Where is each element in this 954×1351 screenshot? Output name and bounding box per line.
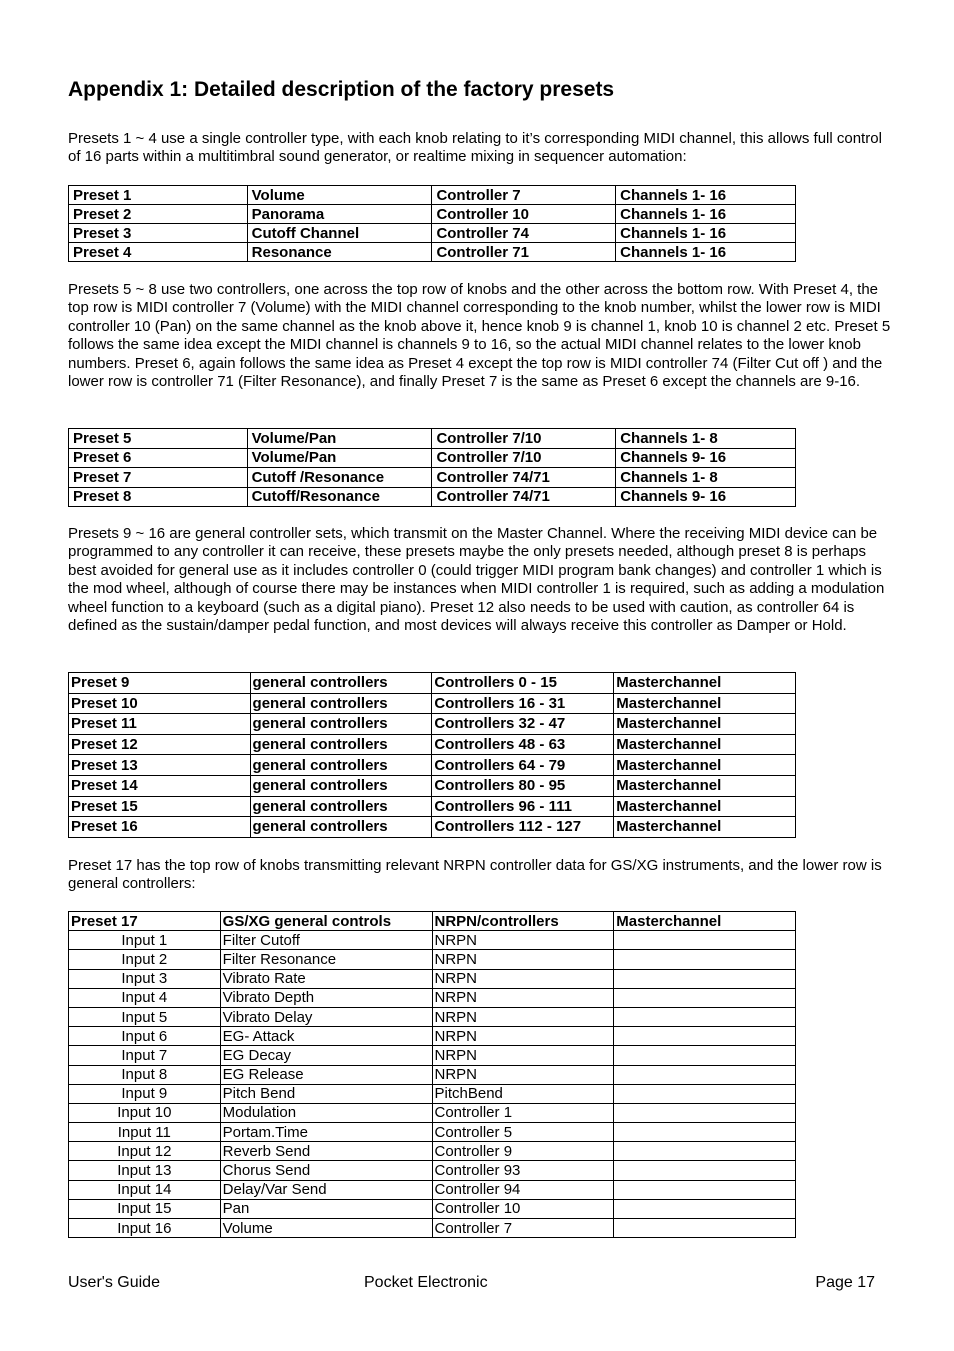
table-row: [69, 224, 796, 243]
table-row: [69, 969, 796, 988]
table-cell: Controller 71: [432, 243, 616, 262]
table-header-cell: Masterchannel: [614, 912, 796, 931]
table-cell: Preset 14: [69, 775, 251, 796]
table-row: [69, 1142, 796, 1161]
table-cell: Masterchannel: [614, 673, 796, 694]
preset-17-paragraph: Preset 17 has the top row of knobs transmitting relevant NRPN controller data for GS/XG instruments, and the lower row is general controllers:: [68, 857, 882, 893]
table-cell: Input 9: [69, 1084, 221, 1103]
table-cell: EG Release: [220, 1065, 432, 1084]
table-row: [69, 1065, 796, 1084]
table-cell: Preset 3: [69, 224, 248, 243]
table-cell: Controller 7/10: [432, 429, 616, 449]
table-row: [69, 1123, 796, 1142]
table-cell: Controllers 0 - 15: [432, 673, 614, 694]
table-row: [69, 1103, 796, 1122]
presets-1-4-table: [68, 185, 796, 262]
table-cell: Filter Resonance: [220, 950, 432, 969]
table-cell: Channels 1- 16: [616, 224, 796, 243]
table-row: [69, 1007, 796, 1026]
footer-right: Page 17: [815, 1274, 875, 1291]
table-row: [69, 817, 796, 838]
table-cell: general controllers: [250, 755, 432, 776]
table-cell: [614, 969, 796, 988]
table-cell: [614, 1046, 796, 1065]
table-cell: Preset 4: [69, 243, 248, 262]
table-cell: Input 15: [69, 1199, 221, 1218]
table-cell: [614, 1142, 796, 1161]
table-cell: Input 7: [69, 1046, 221, 1065]
table-row: [69, 796, 796, 817]
table-cell: NRPN: [432, 1065, 614, 1084]
table-cell: Filter Cutoff: [220, 931, 432, 950]
table-row: [69, 429, 796, 449]
table-cell: Controllers 32 - 47: [432, 714, 614, 735]
table-cell: Channels 1- 8: [616, 429, 796, 449]
table-cell: Portam.Time: [220, 1123, 432, 1142]
table-cell: Masterchannel: [614, 817, 796, 838]
table-cell: Vibrato Delay: [220, 1007, 432, 1026]
footer-left: User's Guide: [68, 1274, 160, 1291]
table-cell: [614, 1007, 796, 1026]
table-cell: general controllers: [250, 817, 432, 838]
table-cell: [614, 1161, 796, 1180]
table-cell: Input 8: [69, 1065, 221, 1084]
table-header-cell: NRPN/controllers: [432, 912, 614, 931]
table-cell: Vibrato Rate: [220, 969, 432, 988]
table-cell: Masterchannel: [614, 796, 796, 817]
table-row: [69, 1199, 796, 1218]
table-cell: Controller 5: [432, 1123, 614, 1142]
table-cell: Panorama: [247, 205, 432, 224]
table-cell: Chorus Send: [220, 1161, 432, 1180]
table-cell: NRPN: [432, 969, 614, 988]
table-cell: Input 11: [69, 1123, 221, 1142]
table-cell: Input 3: [69, 969, 221, 988]
table-row: [69, 775, 796, 796]
table-cell: Channels 1- 16: [616, 186, 796, 205]
table-cell: Channels 9- 16: [616, 487, 796, 507]
table-row: [69, 734, 796, 755]
table-cell: general controllers: [250, 796, 432, 817]
table-row: [69, 693, 796, 714]
table-cell: Preset 12: [69, 734, 251, 755]
table-row: [69, 1027, 796, 1046]
table-cell: Channels 9- 16: [616, 448, 796, 468]
table-cell: Volume/Pan: [247, 429, 432, 449]
table-row: [69, 186, 796, 205]
table-cell: Channels 1- 16: [616, 243, 796, 262]
table-cell: general controllers: [250, 714, 432, 735]
table-cell: Input 6: [69, 1027, 221, 1046]
table-row: [69, 1084, 796, 1103]
table-row: [69, 1046, 796, 1065]
table-cell: [614, 1123, 796, 1142]
table-cell: Preset 6: [69, 448, 248, 468]
table-cell: Input 16: [69, 1219, 221, 1238]
table-row: [69, 1219, 796, 1238]
table-cell: [614, 1027, 796, 1046]
table-cell: Controller 93: [432, 1161, 614, 1180]
table-cell: Preset 15: [69, 796, 251, 817]
table-cell: Masterchannel: [614, 693, 796, 714]
table-cell: Masterchannel: [614, 755, 796, 776]
table-cell: Cutoff/Resonance: [247, 487, 432, 507]
table-cell: Controller 74/71: [432, 487, 616, 507]
table-cell: Controller 7: [432, 1219, 614, 1238]
table-cell: Input 1: [69, 931, 221, 950]
table-header-cell: GS/XG general controls: [220, 912, 432, 931]
table-cell: Controllers 48 - 63: [432, 734, 614, 755]
table-cell: Pan: [220, 1199, 432, 1218]
table-cell: Input 4: [69, 988, 221, 1007]
table-cell: Controller 9: [432, 1142, 614, 1161]
table-cell: Input 10: [69, 1103, 221, 1122]
table-cell: Cutoff /Resonance: [247, 468, 432, 488]
table-cell: [614, 931, 796, 950]
table-cell: Preset 10: [69, 693, 251, 714]
table-cell: [614, 1199, 796, 1218]
table-cell: [614, 1180, 796, 1199]
table-cell: [614, 1103, 796, 1122]
table-row: [69, 468, 796, 488]
preset-17-table: [68, 911, 796, 1238]
table-row: [69, 755, 796, 776]
table-cell: Preset 11: [69, 714, 251, 735]
table-cell: Input 2: [69, 950, 221, 969]
table-cell: Vibrato Depth: [220, 988, 432, 1007]
table-cell: Input 14: [69, 1180, 221, 1199]
table-cell: [614, 1084, 796, 1103]
presets-5-8-paragraph: Presets 5 ~ 8 use two controllers, one across the top row of knobs and the other across the bottom row. With Preset 4, the top row is MIDI controller 7 (Volume) with the MIDI channel corresponding to the knob number, whilst the lower row is MIDI controller 10 (Pan) on the same channel as the knob above it, hence knob 9 is channel 1, knob 10 is channel 2 etc. Preset 5 follows the same idea except the MIDI channel is channels 9 to 16, so the actual MIDI channel relates to the lower knob numbers. Preset 6, again follows the same idea as Preset 4 except the top row is MIDI controller 74 (Filter Cut off ) and the lower row is controller 71 (Filter Resonance), and finally Preset 7 is the same as Preset 6 except the channels are 9-16.: [68, 281, 891, 391]
table-cell: Preset 7: [69, 468, 248, 488]
table-cell: Input 5: [69, 1007, 221, 1026]
table-row: [69, 931, 796, 950]
table-cell: Controller 94: [432, 1180, 614, 1199]
table-cell: Volume/Pan: [247, 448, 432, 468]
table-cell: PitchBend: [432, 1084, 614, 1103]
table-row: [69, 448, 796, 468]
table-cell: Controller 7: [432, 186, 616, 205]
table-cell: Controller 1: [432, 1103, 614, 1122]
presets-9-16-table: [68, 672, 796, 838]
table-cell: Masterchannel: [614, 775, 796, 796]
table-cell: Masterchannel: [614, 714, 796, 735]
table-cell: NRPN: [432, 1046, 614, 1065]
table-cell: Channels 1- 16: [616, 205, 796, 224]
table-row: [69, 988, 796, 1007]
table-cell: EG Decay: [220, 1046, 432, 1065]
table-cell: Preset 16: [69, 817, 251, 838]
table-cell: Controllers 96 - 111: [432, 796, 614, 817]
table-cell: NRPN: [432, 950, 614, 969]
table-row: [69, 714, 796, 735]
table-cell: Controllers 80 - 95: [432, 775, 614, 796]
table-cell: Input 13: [69, 1161, 221, 1180]
table-cell: Delay/Var Send: [220, 1180, 432, 1199]
presets-9-16-paragraph: Presets 9 ~ 16 are general controller sets, which transmit on the Master Channel. Where the receiving MIDI device can be programmed to any controller it can receive, these presets maybe the only presets needed, although preset 8 is perhaps best avoided for general use as it includes controller 0 (could trigger MIDI program bank changes) and controller 1 which is the mod wheel, although of course there may be instances when MIDI controller 1 is required, such as adding a modulation wheel function to a keyboard (such as a digital piano). Preset 12 also needs to be used with caution, as controller 64 is defined as the sustain/damper pedal function, and most devices will always receive this controller as Damper or Hold.: [68, 525, 885, 635]
table-cell: Pitch Bend: [220, 1084, 432, 1103]
table-cell: Controller 74: [432, 224, 616, 243]
table-cell: Preset 1: [69, 186, 248, 205]
table-cell: Preset 8: [69, 487, 248, 507]
table-cell: [614, 988, 796, 1007]
table-cell: Preset 9: [69, 673, 251, 694]
intro-paragraph: Presets 1 ~ 4 use a single controller type, with each knob relating to it’s corresponding MIDI channel, this allows full control of 16 parts within a multitimbral sound generator, or realtime mixing in sequencer automation:: [68, 130, 882, 166]
table-cell: NRPN: [432, 1007, 614, 1026]
table-cell: Controllers 112 - 127: [432, 817, 614, 838]
table-cell: Controller 10: [432, 205, 616, 224]
table-cell: Controllers 64 - 79: [432, 755, 614, 776]
table-cell: Controllers 16 - 31: [432, 693, 614, 714]
table-row: [69, 205, 796, 224]
table-cell: Volume: [247, 186, 432, 205]
table-cell: Volume: [220, 1219, 432, 1238]
table-cell: general controllers: [250, 775, 432, 796]
table-row: [69, 243, 796, 262]
table-cell: general controllers: [250, 734, 432, 755]
table-cell: Resonance: [247, 243, 432, 262]
table-cell: [614, 950, 796, 969]
table-cell: Preset 2: [69, 205, 248, 224]
table-cell: Reverb Send: [220, 1142, 432, 1161]
table-cell: general controllers: [250, 693, 432, 714]
table-cell: Cutoff Channel: [247, 224, 432, 243]
table-cell: NRPN: [432, 1027, 614, 1046]
table-row: [69, 487, 796, 507]
table-cell: EG- Attack: [220, 1027, 432, 1046]
table-cell: Controller 10: [432, 1199, 614, 1218]
table-row: [69, 1161, 796, 1180]
table-cell: general controllers: [250, 673, 432, 694]
table-cell: Controller 74/71: [432, 468, 616, 488]
table-cell: NRPN: [432, 931, 614, 950]
table-cell: [614, 1065, 796, 1084]
table-row: [69, 673, 796, 694]
presets-5-8-table: [68, 428, 796, 507]
table-header-cell: Preset 17: [69, 912, 221, 931]
table-header-row: [69, 912, 796, 931]
table-cell: Preset 5: [69, 429, 248, 449]
page-title: Appendix 1: Detailed description of the factory presets: [68, 78, 615, 101]
table-cell: Masterchannel: [614, 734, 796, 755]
table-cell: NRPN: [432, 988, 614, 1007]
table-cell: Channels 1- 8: [616, 468, 796, 488]
footer-center: Pocket Electronic: [364, 1274, 488, 1291]
table-row: [69, 1180, 796, 1199]
table-cell: Modulation: [220, 1103, 432, 1122]
table-cell: Preset 13: [69, 755, 251, 776]
table-cell: [614, 1219, 796, 1238]
table-cell: Input 12: [69, 1142, 221, 1161]
table-cell: Controller 7/10: [432, 448, 616, 468]
table-row: [69, 950, 796, 969]
